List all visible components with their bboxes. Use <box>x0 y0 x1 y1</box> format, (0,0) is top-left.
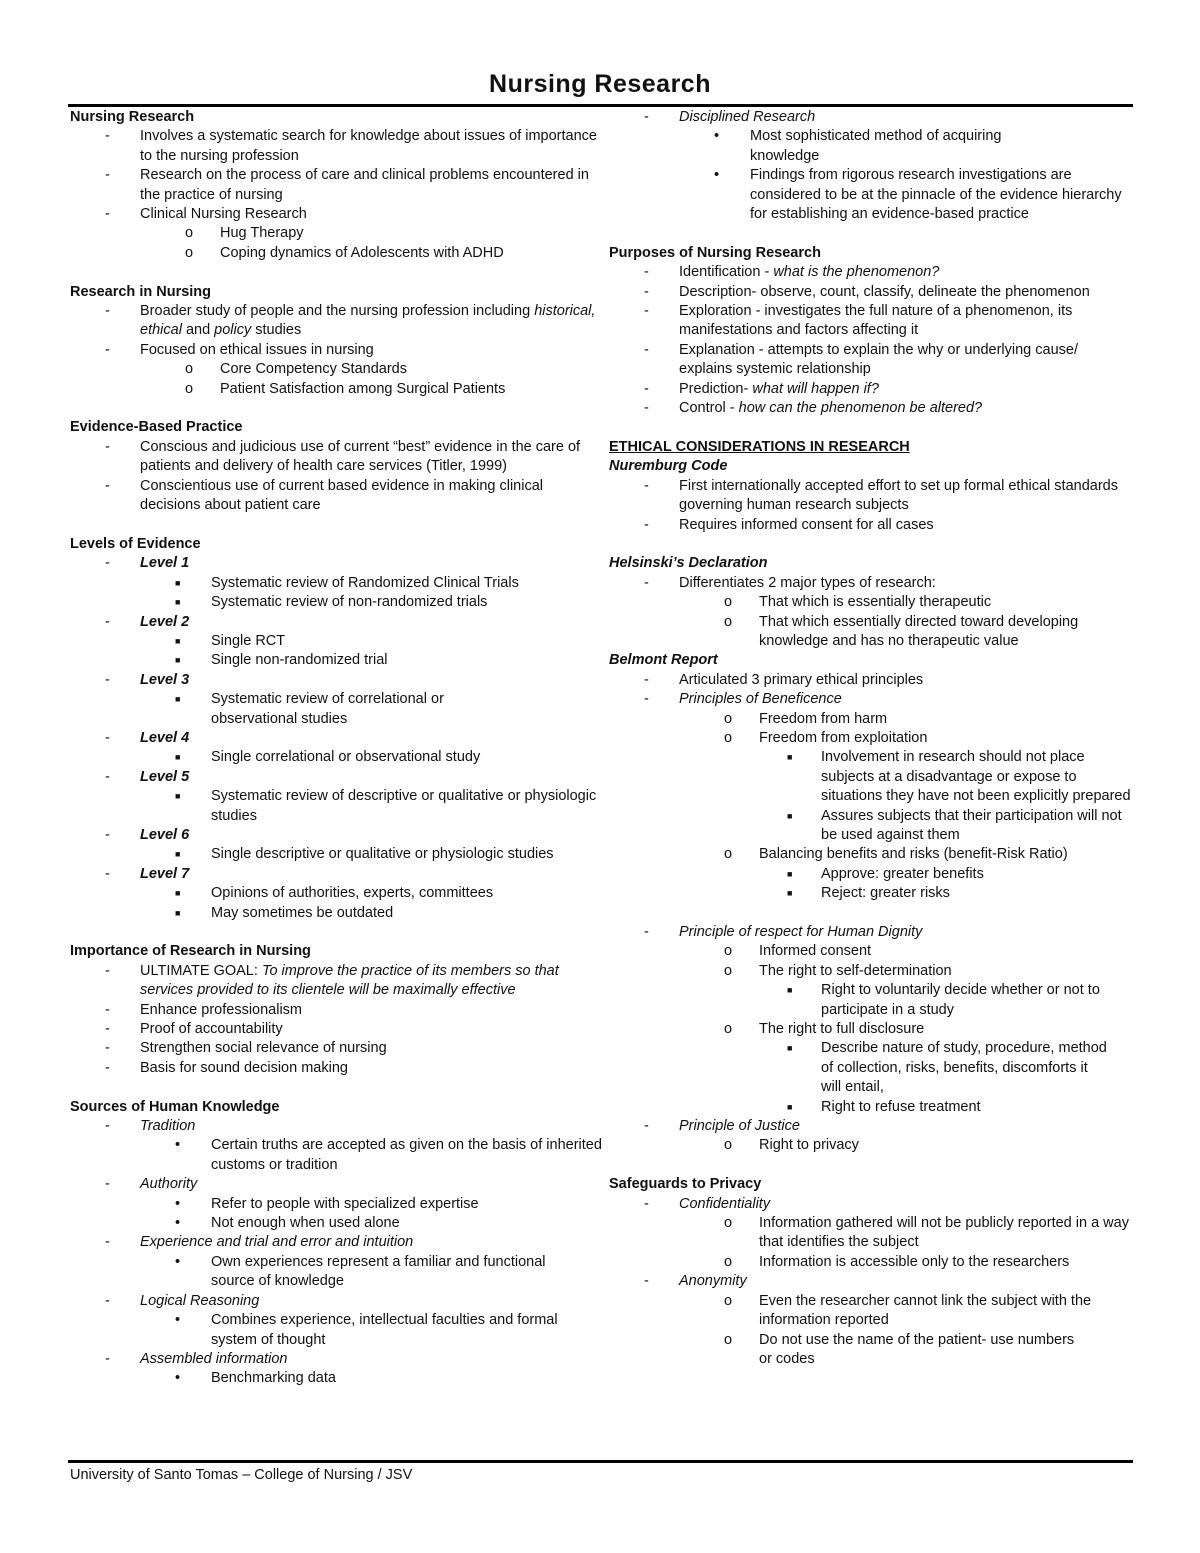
list-item-text: Basis for sound decision making <box>140 1059 348 1076</box>
dash-marker: - <box>105 1176 110 1193</box>
list-item <box>70 884 605 903</box>
list-item <box>70 477 605 516</box>
list-item-text: Experience and trial and error and intuition <box>140 1234 414 1251</box>
list-item-text: Approve: greater benefits <box>821 865 984 882</box>
list-item-text: Clinical Nursing Research <box>140 206 307 223</box>
section-heading: Purposes of Nursing Research <box>609 244 821 261</box>
square-bullet-icon: ■ <box>787 985 793 996</box>
list-item <box>70 1020 605 1039</box>
list-item-text: Balancing benefits and risks (benefit-Risk Ratio) <box>759 846 1068 863</box>
dash-marker: - <box>105 1118 110 1135</box>
list-item <box>609 1098 1131 1117</box>
list-item-text: Logical Reasoning <box>140 1292 260 1309</box>
square-bullet-icon: ■ <box>787 752 793 763</box>
list-item <box>70 1350 605 1369</box>
list-item-text: Own experiences represent a familiar and functional source of knowledge <box>211 1253 546 1290</box>
list-item <box>609 981 1131 1020</box>
dash-marker: - <box>644 341 649 358</box>
circle-marker: o <box>724 1331 733 1348</box>
list-item <box>70 341 605 360</box>
dash-marker: - <box>105 1292 110 1309</box>
list-item-text: Level 5 <box>140 768 190 785</box>
list-item-text: Right to refuse treatment <box>821 1098 981 1115</box>
list-item-text: Information is accessible only to the researchers <box>759 1253 1070 1270</box>
list-item-text: Prediction- <box>679 380 753 397</box>
list-item <box>609 477 1131 516</box>
dash-marker: - <box>105 613 110 630</box>
section-nursing-research <box>70 108 605 263</box>
bullet-icon: • <box>714 128 720 145</box>
list-item-text: Information gathered will not be publicly reported in a way that identifies the subject <box>759 1215 1129 1251</box>
section-research-in-nursing <box>70 283 605 399</box>
list-item-text: Involvement in research should not place subjects at a disadvantage or expose to situations they have not been explicitly prepared <box>821 749 1131 805</box>
square-bullet-icon: ■ <box>787 1101 793 1112</box>
bullet-icon: • <box>175 1137 181 1154</box>
dash-marker: - <box>644 283 649 300</box>
bullet-icon: • <box>175 1370 181 1387</box>
list-item-text: Single descriptive or qualitative or physiologic studies <box>211 846 554 863</box>
bullet-icon: • <box>175 1195 181 1212</box>
list-item-text: Principle of Justice <box>679 1118 800 1135</box>
square-bullet-icon: ■ <box>787 810 793 821</box>
dash-marker: - <box>105 1059 110 1076</box>
list-item <box>609 166 1131 224</box>
dash-marker: - <box>105 1021 110 1038</box>
list-item-text: First internationally accepted effort to set up formal ethical standards governing human research subjects <box>679 477 1118 514</box>
list-item <box>609 516 1131 535</box>
list-item <box>609 1039 1131 1097</box>
dash-marker: - <box>105 1234 110 1251</box>
list-item-text: Coping dynamics of Adolescents with ADHD <box>220 244 504 261</box>
list-item <box>609 748 1131 806</box>
square-bullet-icon: ■ <box>175 655 181 666</box>
list-item-text: Refer to people with specialized expertise <box>211 1195 479 1212</box>
list-item-text: Assembled information <box>140 1350 288 1367</box>
list-item <box>70 1214 605 1233</box>
list-item-text: That which essentially directed toward developing knowledge and has no therapeutic value <box>759 613 1079 649</box>
list-item-text: Level 2 <box>140 613 190 630</box>
circle-marker: o <box>185 244 194 261</box>
list-item-text: Explanation - attempts to explain the why or underlying cause/ explains systemic relationship <box>679 341 1078 378</box>
list-item <box>609 942 1131 961</box>
list-item-text: Patient Satisfaction among Surgical Patients <box>220 380 506 397</box>
list-item-text: Conscious and judicious use of current “best” evidence in the care of patients and delivery of health care services (Titler, 1999) <box>140 438 581 475</box>
list-item <box>609 1214 1131 1253</box>
dash-marker: - <box>105 128 110 145</box>
list-item-text: Benchmarking data <box>211 1370 336 1387</box>
list-item <box>609 923 1131 942</box>
dash-marker: - <box>105 671 110 688</box>
circle-marker: o <box>724 1215 733 1232</box>
list-item-text: Description- observe, count, classify, delineate the phenomenon <box>679 283 1090 300</box>
circle-marker: o <box>185 225 194 242</box>
section-evidence-based-practice <box>70 418 605 515</box>
section-heading: Importance of Research in Nursing <box>70 943 311 960</box>
dash-marker: - <box>644 1195 649 1212</box>
circle-marker: o <box>724 1253 733 1270</box>
square-bullet-icon: ■ <box>175 577 181 588</box>
list-item <box>609 263 1131 282</box>
list-item <box>609 108 1131 127</box>
list-item <box>70 729 605 748</box>
dash-marker: - <box>105 1350 110 1367</box>
list-item <box>70 1195 605 1214</box>
list-item <box>70 554 605 573</box>
list-item-text: Level 6 <box>140 826 190 843</box>
circle-marker: o <box>724 1137 733 1154</box>
list-item-text: Assures subjects that their participation will not be used against them <box>821 807 1122 843</box>
list-item <box>609 283 1131 302</box>
list-item-text: Freedom from harm <box>759 710 888 727</box>
page-title: Nursing Research <box>489 70 711 98</box>
dash-marker: - <box>644 303 649 320</box>
dash-marker: - <box>105 1040 110 1057</box>
dash-marker: - <box>644 1273 649 1290</box>
list-item <box>70 1233 605 1252</box>
dash-marker: - <box>644 691 649 708</box>
list-item <box>70 1059 605 1078</box>
list-item <box>70 1369 605 1388</box>
list-item-text: Single correlational or observational study <box>211 749 481 766</box>
list-item-text: Findings from rigorous research investigations are considered to be at the pinnacle of the evidence hierarchy for establishing an evidence-based practice <box>750 167 1122 223</box>
square-bullet-icon: ■ <box>787 888 793 899</box>
list-item <box>70 166 605 205</box>
list-item-text: Principle of respect for Human Dignity <box>679 924 923 940</box>
square-bullet-icon: ■ <box>787 868 793 879</box>
list-item-text: Systematic review of descriptive or qualitative or physiologic studies <box>211 788 597 824</box>
list-item <box>70 302 605 341</box>
section-disciplined-research <box>609 108 1131 224</box>
list-item-text: Level 1 <box>140 555 190 572</box>
list-item <box>70 1001 605 1020</box>
list-item-text: Research on the process of care and clinical problems encountered in the practice of nursing <box>140 167 589 203</box>
subsection-heading: Belmont Report <box>609 652 718 669</box>
list-item-text: Reject: greater risks <box>821 885 950 902</box>
section-heading: Levels of Evidence <box>70 535 201 552</box>
list-item-text: Focused on ethical issues in nursing <box>140 341 374 358</box>
list-item-text: Describe nature of study, procedure, method of collection, risks, benefits, discomforts it will entail, <box>821 1040 1107 1096</box>
list-item <box>70 1292 605 1311</box>
list-item-text: Systematic review of non-randomized trials <box>211 594 488 611</box>
list-item-text: Core Competency Standards <box>220 361 407 378</box>
list-item <box>70 224 605 243</box>
list-item-text: Level 3 <box>140 671 190 688</box>
square-bullet-icon: ■ <box>175 907 181 918</box>
page-footer: University of Santo Tomas – College of Nursing / JSV <box>70 1467 413 1483</box>
list-item <box>70 1175 605 1194</box>
dash-marker: - <box>105 768 110 785</box>
section-purposes <box>609 244 1131 419</box>
section-importance-of-research <box>70 942 605 1078</box>
circle-marker: o <box>724 1292 733 1309</box>
list-item <box>70 593 605 612</box>
dash-marker: - <box>105 303 110 320</box>
list-item-text: Principles of Beneficence <box>679 691 842 708</box>
list-item <box>70 962 605 1001</box>
list-item <box>609 690 1131 709</box>
dash-marker: - <box>105 438 110 455</box>
list-item <box>609 380 1131 399</box>
list-item <box>609 865 1131 884</box>
list-item-text: Strengthen social relevance of nursing <box>140 1040 387 1057</box>
list-item-text: Articulated 3 primary ethical principles <box>679 671 924 688</box>
list-item <box>609 710 1131 729</box>
list-item <box>609 1292 1131 1331</box>
list-item-text: Proof of accountability <box>140 1021 283 1038</box>
list-item-text: how can the phenomenon be altered? <box>738 400 983 417</box>
list-item-text: Even the researcher cannot link the subject with the information reported <box>759 1292 1092 1329</box>
list-item-text: Freedom from exploitation <box>759 729 928 746</box>
list-item-text: To improve the practice of its members so that services provided to its clientele will be maximally effective <box>140 962 559 999</box>
list-item-text: Control - <box>679 400 739 417</box>
circle-marker: o <box>724 1021 733 1038</box>
bullet-icon: • <box>175 1253 181 1270</box>
list-item <box>70 690 605 729</box>
circle-marker: o <box>724 943 733 960</box>
list-item-text: what is the phenomenon? <box>773 264 940 281</box>
list-item <box>609 574 1131 593</box>
list-item-text: The right to full disclosure <box>759 1021 925 1038</box>
dash-marker: - <box>644 109 649 125</box>
circle-marker: o <box>724 710 733 727</box>
section-safeguards-to-privacy <box>609 1175 1131 1369</box>
dash-marker: - <box>644 380 649 397</box>
list-item <box>70 651 605 670</box>
circle-marker: o <box>724 613 733 630</box>
list-item <box>70 380 605 399</box>
list-item <box>70 205 605 224</box>
list-item <box>609 1253 1131 1272</box>
list-item-text: That which is essentially therapeutic <box>759 594 992 611</box>
list-item <box>609 613 1131 652</box>
bullet-icon: • <box>175 1215 181 1232</box>
list-item <box>70 845 605 864</box>
square-bullet-icon: ■ <box>175 791 181 802</box>
list-item-text: Level 7 <box>140 865 190 882</box>
subsection-heading: Helsinski’s Declaration <box>609 555 768 572</box>
list-item-text: Identification - <box>679 264 774 281</box>
list-item <box>70 768 605 787</box>
square-bullet-icon: ■ <box>175 888 181 899</box>
square-bullet-icon: ■ <box>175 694 181 705</box>
list-item-text: Hug Therapy <box>220 225 304 242</box>
list-item <box>70 1039 605 1058</box>
section-levels-of-evidence <box>70 535 605 923</box>
list-item <box>609 884 1131 903</box>
list-item <box>70 574 605 593</box>
circle-marker: o <box>724 594 733 611</box>
circle-marker: o <box>185 361 194 378</box>
list-item-text: Do not use the name of the patient- use numbers or codes <box>759 1331 1075 1367</box>
list-item <box>70 748 605 767</box>
circle-marker: o <box>185 380 194 397</box>
square-bullet-icon: ■ <box>787 1043 793 1054</box>
list-item <box>70 438 605 477</box>
list-item-text: what will happen if? <box>752 380 879 397</box>
subsection-heading: Nuremburg Code <box>609 458 728 475</box>
list-item-text: Most sophisticated method of acquiring knowledge <box>750 128 1002 164</box>
dash-marker: - <box>105 962 110 979</box>
list-item-text: May sometimes be outdated <box>211 904 394 921</box>
section-sources-of-knowledge <box>70 1098 605 1389</box>
list-item <box>70 613 605 632</box>
dash-marker: - <box>105 555 110 572</box>
list-item <box>609 302 1131 341</box>
section-heading: Nursing Research <box>70 109 195 125</box>
list-item-text: Broader study of people and the nursing profession including <box>140 303 535 320</box>
list-item-text: Systematic review of correlational or observational studies <box>211 691 444 727</box>
list-item-text: Anonymity <box>679 1273 747 1290</box>
bullet-icon: • <box>175 1312 181 1329</box>
list-item-text: Right to privacy <box>759 1137 859 1154</box>
list-item <box>609 1020 1131 1039</box>
list-item <box>609 1331 1131 1370</box>
bottom-rule <box>68 1460 1133 1463</box>
list-item-text: historical, ethical <box>140 303 596 339</box>
list-item-text: Tradition <box>140 1118 196 1135</box>
list-item <box>70 904 605 923</box>
list-item <box>609 1272 1131 1291</box>
dash-marker: - <box>105 729 110 746</box>
list-item-text: Opinions of authorities, experts, committees <box>211 885 494 902</box>
list-item <box>70 826 605 845</box>
section-heading: ETHICAL CONSIDERATIONS IN RESEARCH <box>609 438 910 455</box>
list-item-text: Confidentiality <box>679 1195 771 1212</box>
square-bullet-icon: ■ <box>175 752 181 763</box>
list-item-text: Certain truths are accepted as given on the basis of inherited customs or tradition <box>211 1137 602 1173</box>
list-item <box>609 807 1131 846</box>
dash-marker: - <box>644 1118 649 1135</box>
dash-marker: - <box>105 206 110 223</box>
list-item-text: and <box>181 322 215 339</box>
list-item-text: Single non-randomized trial <box>211 652 388 669</box>
circle-marker: o <box>724 729 733 746</box>
list-item <box>609 845 1131 864</box>
list-item <box>70 1117 605 1136</box>
top-rule <box>68 104 1133 107</box>
bullet-icon: • <box>714 167 720 184</box>
section-ethical-considerations <box>609 438 1131 1156</box>
square-bullet-icon: ■ <box>175 635 181 646</box>
dash-marker: - <box>644 264 649 281</box>
dash-marker: - <box>644 924 649 940</box>
list-item-text: Not enough when used alone <box>211 1215 400 1232</box>
list-item <box>609 1195 1131 1214</box>
list-item <box>70 1253 605 1292</box>
list-item-text: Level 4 <box>140 729 190 746</box>
square-bullet-icon: ■ <box>175 597 181 608</box>
dash-marker: - <box>105 477 110 494</box>
list-item <box>609 962 1131 981</box>
list-item-text: Conscientious use of current based evidence in making clinical decisions about patient care <box>140 477 543 514</box>
list-item-text: Right to voluntarily decide whether or not to participate in a study <box>821 982 1100 1018</box>
dash-marker: - <box>105 341 110 358</box>
dash-marker: - <box>105 865 110 882</box>
list-item <box>70 1136 605 1175</box>
list-item <box>609 399 1131 418</box>
dash-marker: - <box>644 516 649 533</box>
list-item-text: Authority <box>140 1176 198 1193</box>
list-item-text: Systematic review of Randomized Clinical Trials <box>211 574 519 591</box>
dash-marker: - <box>105 826 110 843</box>
square-bullet-icon: ■ <box>175 849 181 860</box>
list-item <box>70 671 605 690</box>
list-item-text: Combines experience, intellectual faculties and formal system of thought <box>211 1312 558 1348</box>
list-item-text: Single RCT <box>211 632 286 649</box>
list-item <box>609 341 1131 380</box>
dash-marker: - <box>644 400 649 417</box>
list-item-text: studies <box>251 322 302 339</box>
section-heading: Evidence-Based Practice <box>70 419 243 436</box>
circle-marker: o <box>724 846 733 863</box>
section-heading: Sources of Human Knowledge <box>70 1098 280 1115</box>
list-item-text: Exploration - investigates the full nature of a phenomenon, its manifestations and factors affecting it <box>679 303 1073 339</box>
dash-marker: - <box>105 167 110 184</box>
list-item <box>609 1117 1131 1136</box>
list-item-text: The right to self-determination <box>759 962 952 979</box>
circle-marker: o <box>724 962 733 979</box>
list-item-text: Disciplined Research <box>679 109 816 125</box>
right-column <box>609 108 1131 1369</box>
list-item <box>70 865 605 884</box>
dash-marker: - <box>644 671 649 688</box>
left-column <box>70 108 605 1389</box>
list-item <box>70 127 605 166</box>
list-item-text: Informed consent <box>759 943 872 960</box>
list-item <box>70 632 605 651</box>
list-item-text: Enhance professionalism <box>140 1001 303 1018</box>
list-item <box>70 244 605 263</box>
list-item-text: Requires informed consent for all cases <box>679 516 934 533</box>
section-heading: Safeguards to Privacy <box>609 1176 762 1193</box>
list-item <box>70 1311 605 1350</box>
list-item <box>70 360 605 379</box>
dash-marker: - <box>105 1001 110 1018</box>
list-item <box>70 787 605 826</box>
list-item-text: policy <box>214 322 252 339</box>
list-item-text: Differentiates 2 major types of research: <box>679 574 936 591</box>
list-item <box>609 729 1131 748</box>
list-item <box>609 1136 1131 1155</box>
list-item-text: ULTIMATE GOAL: <box>140 962 262 979</box>
dash-marker: - <box>644 477 649 494</box>
list-item-text: Involves a systematic search for knowledge about issues of importance to the nursing profession <box>140 128 597 164</box>
section-heading: Research in Nursing <box>70 283 212 300</box>
list-item <box>609 127 1131 166</box>
list-item <box>609 671 1131 690</box>
list-item <box>609 593 1131 612</box>
dash-marker: - <box>644 574 649 591</box>
